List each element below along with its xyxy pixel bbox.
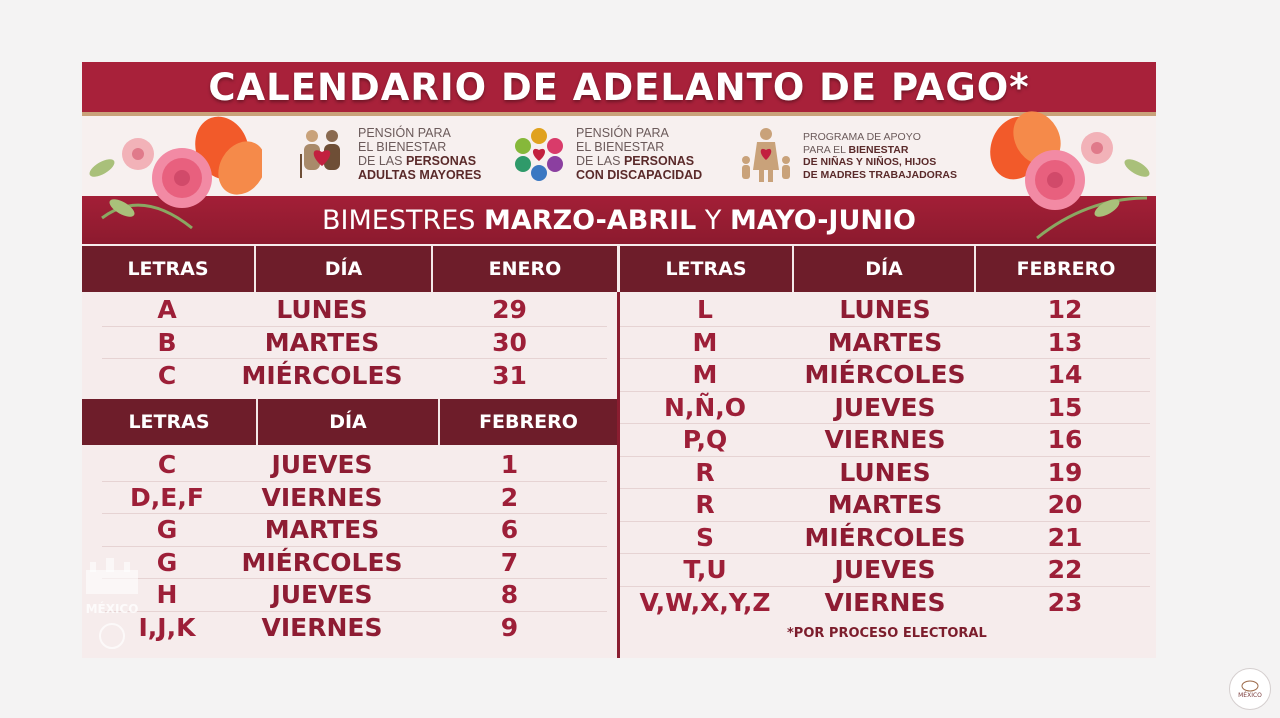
- cell-fecha: 12: [1047, 295, 1083, 325]
- cell-fecha: 15: [1047, 392, 1083, 422]
- cell-dia: VIERNES: [824, 425, 946, 455]
- header-febrero: FEBRERO: [479, 411, 578, 433]
- cell-dia: LUNES: [839, 457, 931, 487]
- cell-letras: D,E,F: [130, 482, 204, 512]
- corner-logo-text: MÉXICO: [1238, 691, 1262, 699]
- table-febrero-right-header: [620, 246, 1156, 292]
- cell-fecha: 6: [500, 515, 519, 545]
- table-row: [102, 579, 607, 612]
- cell-fecha: 16: [1047, 425, 1083, 455]
- cell-fecha: 2: [500, 482, 519, 512]
- cell-dia: MIÉRCOLES: [241, 547, 403, 577]
- cell-fecha: 23: [1047, 588, 1083, 618]
- cell-dia: JUEVES: [834, 555, 936, 585]
- elderly-couple-heart-icon: [294, 126, 350, 182]
- cell-dia: JUEVES: [834, 392, 936, 422]
- cell-dia: MARTES: [264, 327, 380, 357]
- program-2-bold-1: PERSONAS: [623, 154, 695, 168]
- cell-dia: VIERNES: [824, 588, 946, 618]
- cell-letras: R: [695, 490, 715, 520]
- cell-letras: R: [695, 457, 715, 487]
- cell-fecha: 14: [1047, 360, 1083, 390]
- cell-fecha: 22: [1047, 555, 1083, 585]
- cell-dia: MIÉRCOLES: [804, 360, 966, 390]
- cell-dia: MARTES: [827, 490, 943, 520]
- table-row: [102, 514, 607, 547]
- table-row: [620, 489, 1150, 522]
- program-discapacidad: [510, 126, 702, 182]
- cell-letras: L: [697, 295, 713, 325]
- cell-fecha: 20: [1047, 490, 1083, 520]
- table-row: [102, 547, 607, 580]
- table-row: [102, 449, 607, 482]
- cell-letras: A: [157, 295, 177, 325]
- cell-letras: P,Q: [682, 425, 728, 455]
- cell-letras: M: [692, 360, 718, 390]
- header-dia: DÍA: [258, 399, 440, 445]
- cell-fecha: 30: [492, 327, 527, 357]
- cell-letras: G: [156, 547, 178, 577]
- program-1-bold-1: PERSONAS: [405, 154, 477, 168]
- program-2-line-3: DE LAS: [576, 154, 624, 168]
- table-row: [620, 522, 1150, 555]
- page-title: CALENDARIO DE ADELANTO DE PAGO*: [208, 65, 1030, 109]
- program-3-bold-2: DE NIÑAS Y NIÑOS, HIJOS: [803, 156, 937, 168]
- header-enero: ENERO: [488, 258, 562, 280]
- cell-dia: JUEVES: [271, 580, 373, 610]
- program-ninas-ninos: [737, 126, 957, 186]
- header-letras: LETRAS: [82, 399, 258, 445]
- subtitle-part-4: MAYO-JUNIO: [730, 204, 916, 236]
- cell-dia: MIÉRCOLES: [804, 522, 966, 552]
- cell-letras: H: [156, 580, 178, 610]
- cell-letras: V,W,X,Y,Z: [639, 588, 771, 618]
- program-3-line-1: PROGRAMA DE APOYO: [803, 131, 921, 143]
- program-3-bold-1: BIENESTAR: [848, 143, 909, 156]
- table-row: [620, 359, 1150, 392]
- cell-dia: JUEVES: [271, 450, 373, 480]
- cell-dia: LUNES: [839, 295, 931, 325]
- program-3-line-2: PARA EL: [803, 143, 849, 156]
- cell-fecha: 1: [500, 450, 519, 480]
- table-febrero-left-header: [82, 399, 617, 445]
- cell-fecha: 13: [1047, 327, 1083, 357]
- corner-logo: [1229, 668, 1271, 710]
- flower-decoration-left-icon: [82, 108, 262, 248]
- payment-calendar-card: [82, 62, 1156, 658]
- subtitle-part-3: Y: [696, 204, 730, 236]
- cell-fecha: 7: [500, 547, 519, 577]
- subtitle-part-2: MARZO-ABRIL: [484, 204, 697, 236]
- cell-letras: B: [157, 327, 177, 357]
- cell-fecha: 31: [492, 360, 527, 390]
- table-row: [620, 554, 1150, 587]
- mother-children-icon: [737, 126, 795, 186]
- cell-dia: VIERNES: [261, 482, 383, 512]
- program-1-line-2: EL BIENESTAR: [358, 140, 447, 154]
- program-2-bold-2: CON DISCAPACIDAD: [576, 168, 703, 182]
- government-seal-watermark: [82, 552, 142, 652]
- cell-letras: C: [157, 450, 177, 480]
- table-row: [102, 359, 607, 392]
- table-row: [620, 457, 1150, 490]
- footnote: *POR PROCESO ELECTORAL: [787, 626, 987, 641]
- table-enero-header: [82, 246, 617, 292]
- cell-letras: C: [157, 360, 177, 390]
- table-row: [620, 327, 1150, 360]
- program-2-line-2: EL BIENESTAR: [576, 140, 665, 154]
- seal-text: MÉXICO: [85, 602, 139, 616]
- header-letras: LETRAS: [82, 246, 256, 292]
- table-row: [102, 612, 607, 645]
- header-dia: DÍA: [794, 246, 976, 292]
- table-row: [620, 587, 1150, 620]
- cell-fecha: 9: [500, 613, 519, 643]
- program-1-line-1: PENSIÓN PARA: [358, 126, 451, 140]
- cell-dia: VIERNES: [261, 613, 383, 643]
- program-2-line-1: PENSIÓN PARA: [576, 126, 669, 140]
- cell-dia: LUNES: [276, 295, 368, 325]
- cell-letras: G: [156, 515, 178, 545]
- disability-circle-icon: [510, 126, 568, 182]
- cell-dia: MARTES: [264, 515, 380, 545]
- program-adultos-mayores: [294, 126, 481, 182]
- cell-letras: I,J,K: [138, 613, 196, 643]
- table-row: [102, 327, 607, 360]
- table-row: [102, 294, 607, 327]
- table-febrero-left-rows: [102, 449, 607, 644]
- subtitle-part-1: BIMESTRES: [322, 204, 485, 236]
- program-1-line-3: DE LAS: [358, 154, 406, 168]
- cell-letras: T,U: [683, 555, 727, 585]
- flower-decoration-right-icon: [977, 108, 1156, 248]
- eagle-seal-icon: [1241, 680, 1259, 692]
- cell-fecha: 19: [1047, 457, 1083, 487]
- cell-fecha: 8: [500, 580, 519, 610]
- header-febrero: FEBRERO: [1016, 258, 1116, 280]
- table-febrero-right-rows: [620, 294, 1150, 619]
- title-bar: [82, 62, 1156, 112]
- cell-letras: S: [695, 522, 714, 552]
- header-letras: LETRAS: [620, 246, 794, 292]
- program-1-bold-2: ADULTAS MAYORES: [358, 168, 482, 182]
- table-row: [620, 392, 1150, 425]
- cell-fecha: 21: [1047, 522, 1083, 552]
- table-row: [620, 294, 1150, 327]
- cell-fecha: 29: [492, 295, 527, 325]
- table-row: [620, 424, 1150, 457]
- cell-dia: MARTES: [827, 327, 943, 357]
- header-dia: DÍA: [256, 246, 433, 292]
- table-enero-rows: [102, 294, 607, 392]
- cell-letras: M: [692, 327, 718, 357]
- cell-dia: MIÉRCOLES: [241, 360, 403, 390]
- program-3-bold-3: DE MADRES TRABAJADORAS: [803, 168, 958, 181]
- cell-letras: N,Ñ,O: [663, 392, 747, 422]
- table-row: [102, 482, 607, 515]
- subtitle: [322, 205, 916, 236]
